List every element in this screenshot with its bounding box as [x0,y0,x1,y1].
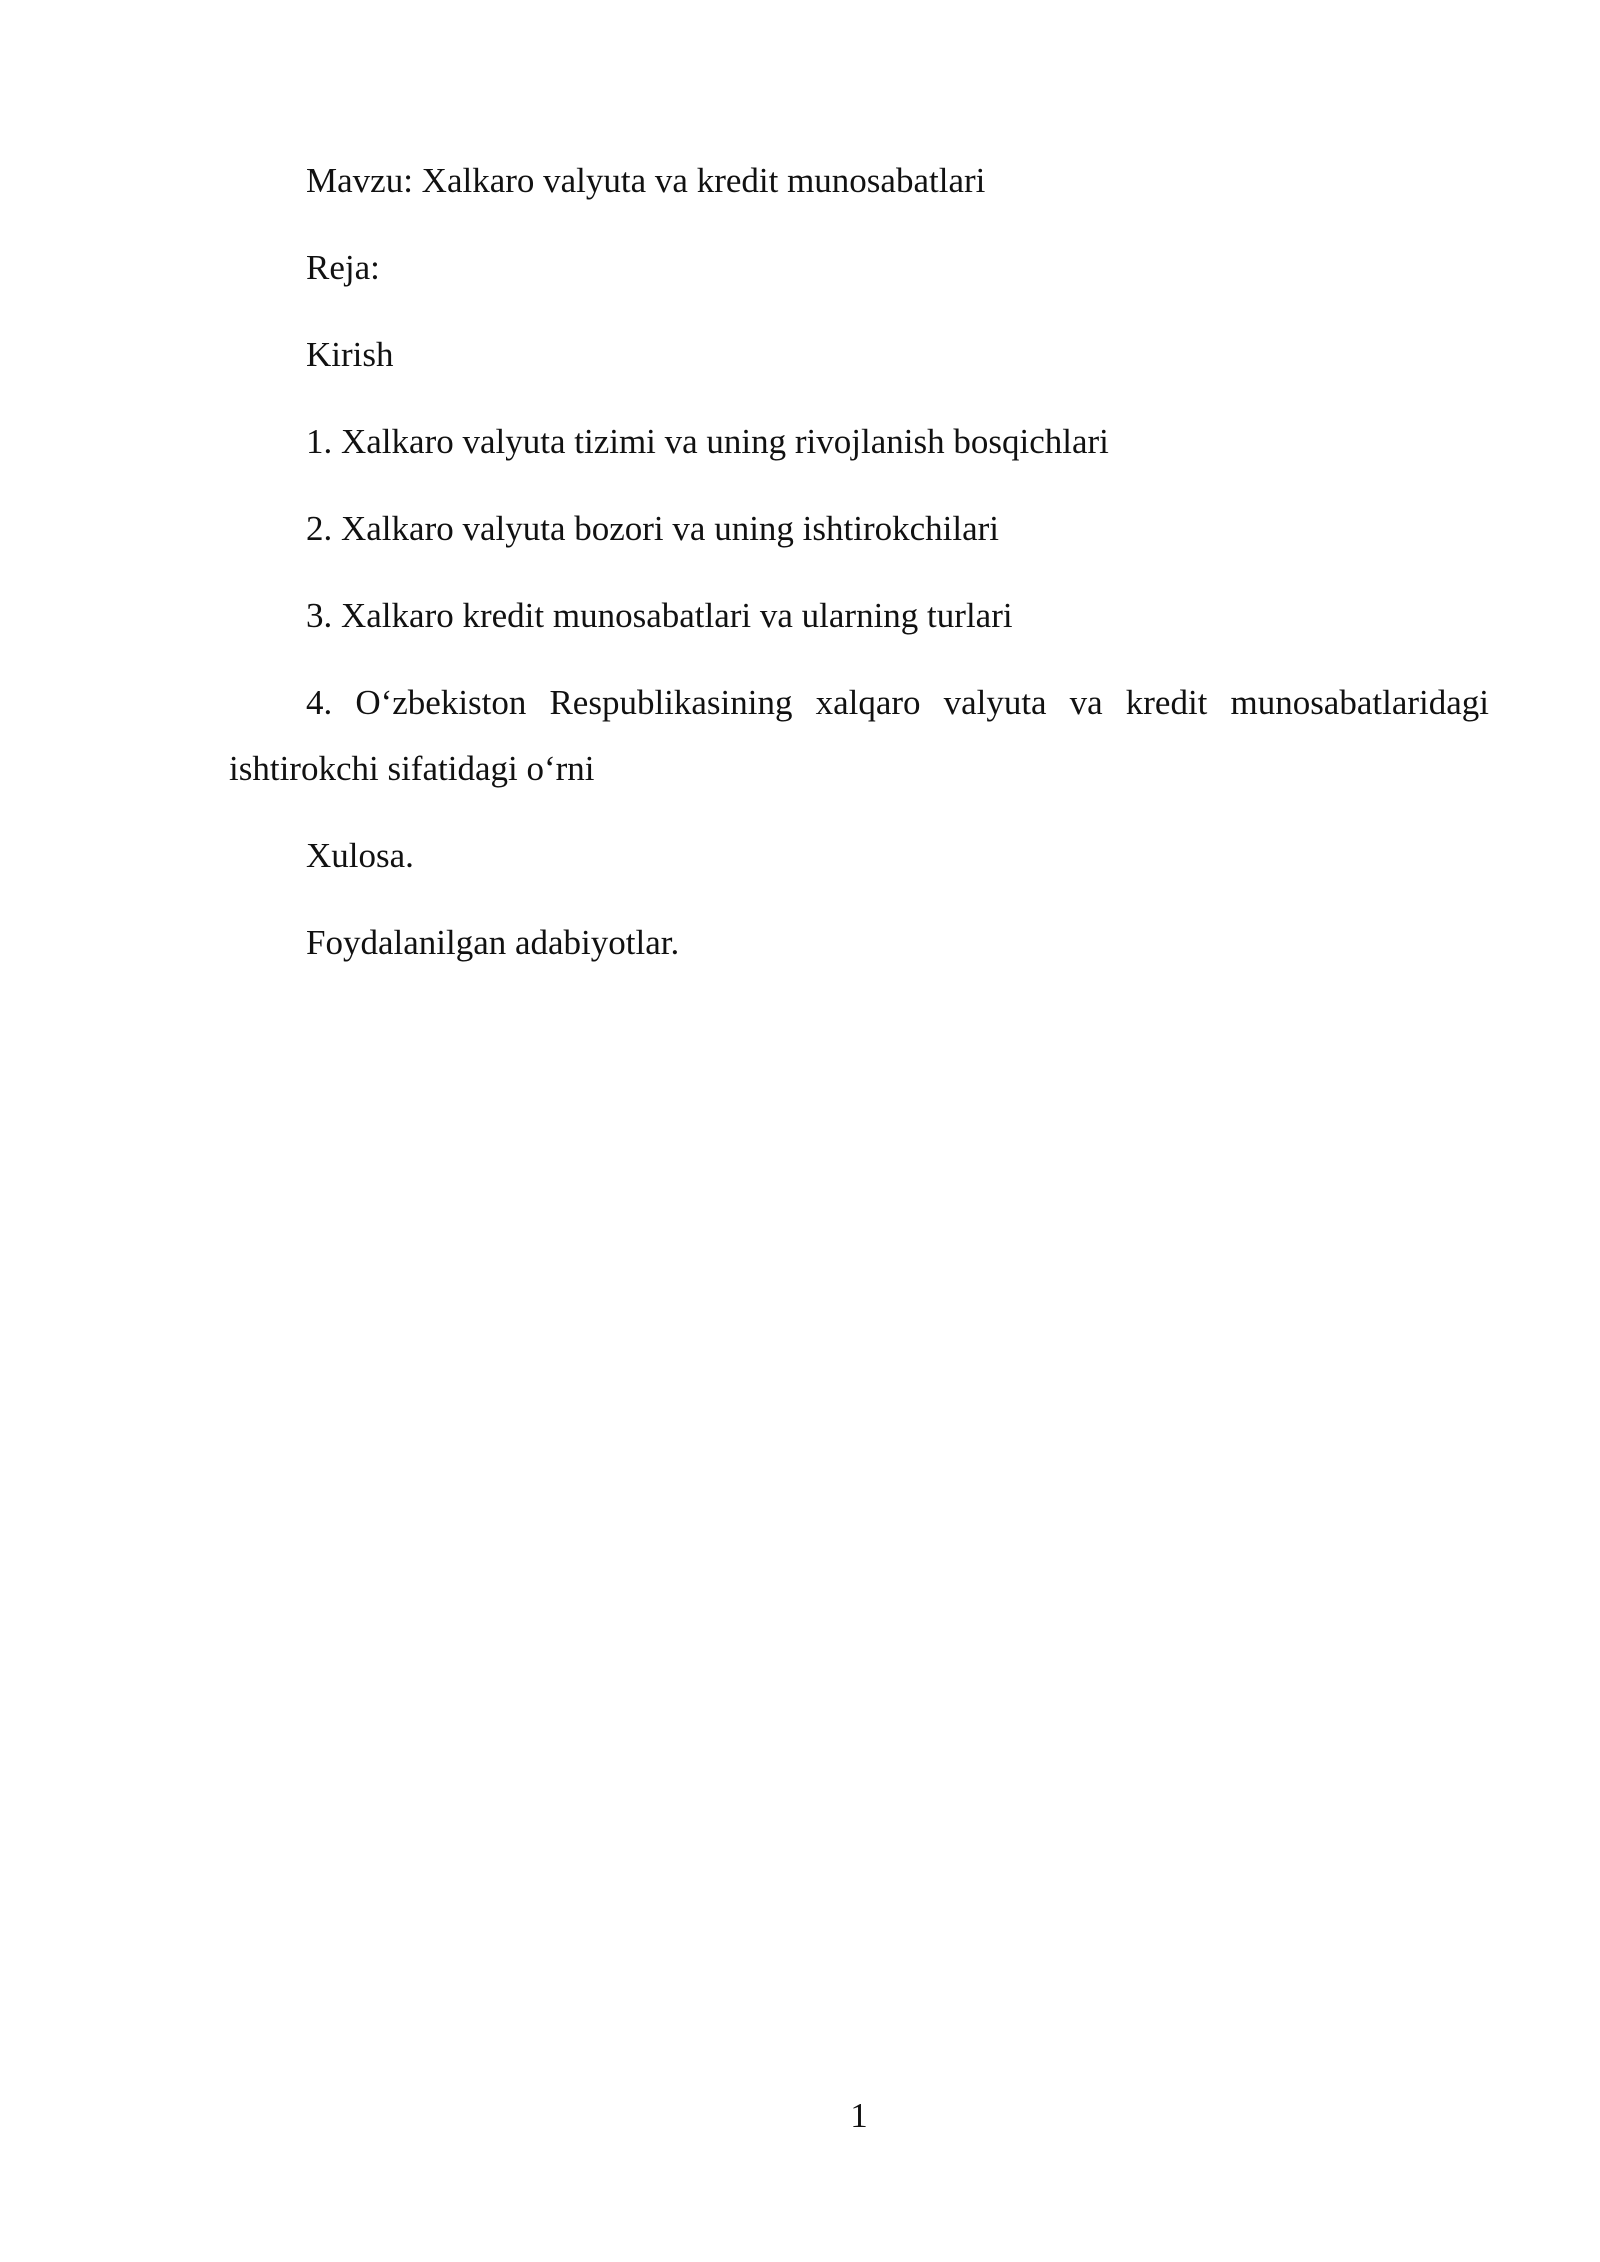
page-number: 1 [850,2096,868,2135]
references-item: Foydalanilgan adabiyotlar. [306,923,680,962]
topic-line: Mavzu: Xalkaro valyuta va kredit munosabatlari [306,161,986,200]
plan-item-1: 1. Xalkaro valyuta tizimi va uning rivojlanish bosqichlari [306,422,1109,461]
intro-item: Kirish [306,335,394,374]
conclusion-item: Xulosa. [306,836,414,875]
plan-item-4: 4. O‘zbekiston Respublikasining xalqaro valyuta va kredit munosabatlaridagi ishtirokchi sifatidagi o‘rni [229,683,1489,788]
plan-heading: Reja: [306,248,380,287]
plan-item-3: 3. Xalkaro kredit munosabatlari va ularning turlari [306,596,1013,635]
document-body [229,148,1489,997]
plan-item-2: 2. Xalkaro valyuta bozori va uning ishtirokchilari [306,509,1000,548]
